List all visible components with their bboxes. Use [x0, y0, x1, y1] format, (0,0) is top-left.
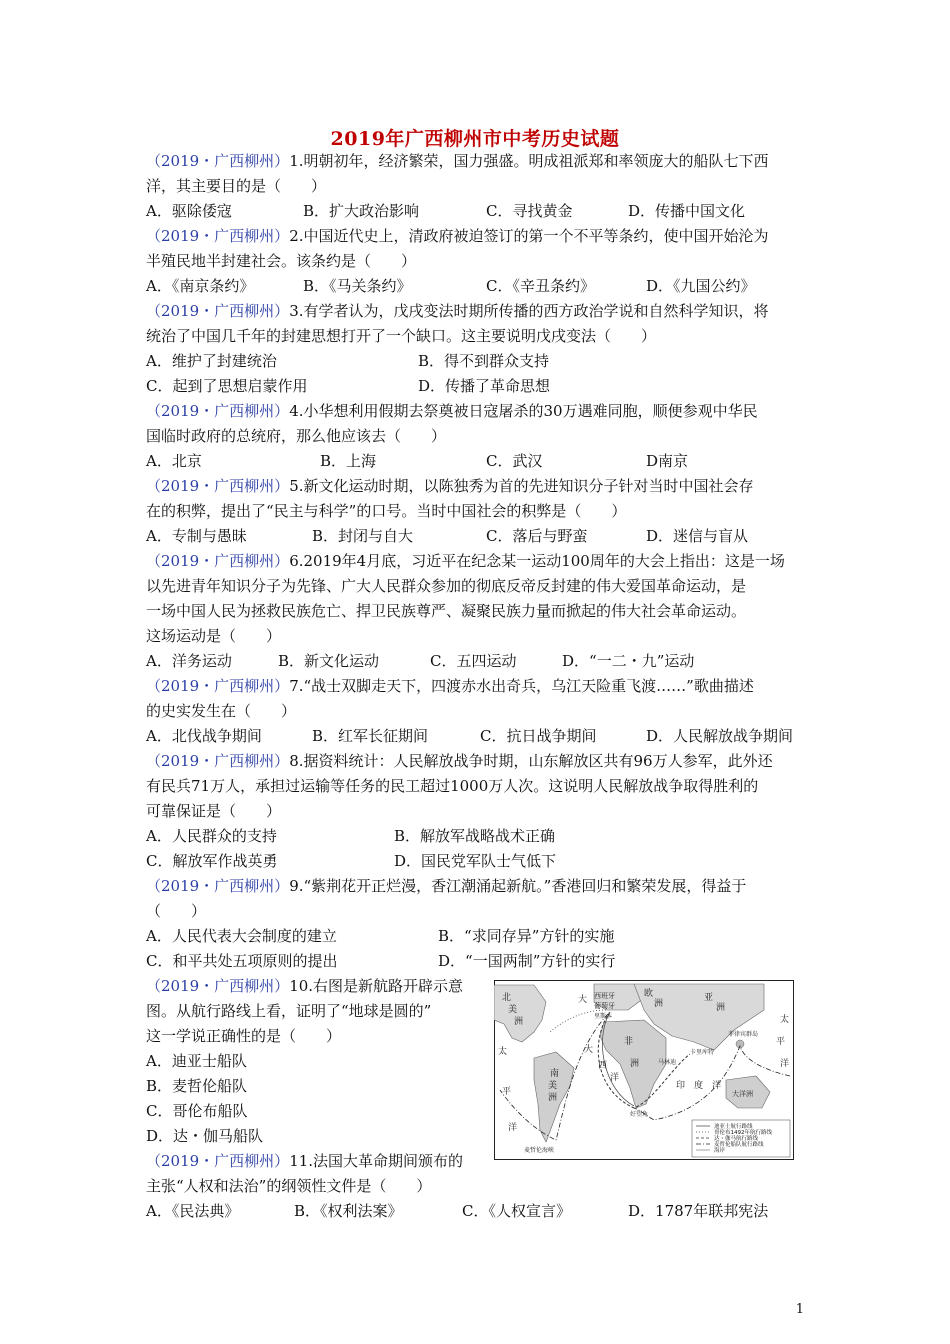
question-4-line-1: （2019・广西柳州）4.小华想利用假期去祭奠被日寇屠杀的30万遇难同胞，顺便参观中华民	[146, 402, 758, 420]
question-5-line-1: （2019・广西柳州）5.新文化运动时期，以陈独秀为首的先进知识分子针对当时中国社会存	[146, 477, 754, 495]
map-label: 麦哲伦海峡	[524, 1147, 555, 1154]
q9-option-d[interactable]: D．“一国两制”方针的实行	[438, 952, 616, 970]
map-label: 洲	[630, 1059, 640, 1069]
map-label: 太	[498, 1047, 508, 1057]
question-6-line-4: 这场运动是（ ）	[146, 627, 282, 645]
map-label: 平	[502, 1087, 512, 1097]
source-tag: （2019・广西柳州）	[146, 152, 290, 170]
map-label: 平	[776, 1037, 786, 1047]
question-3-line-1: （2019・广西柳州）3.有学者认为，戊戌变法时期所传播的西方政治学说和自然科学知识，将	[146, 302, 769, 320]
question-3-line-2: 统治了中国几千年的封建思想打开了一个缺口。这主要说明戊戌变法（ ）	[146, 327, 657, 345]
question-11-line-2: 主张“人权和法治”的纲领性文件是（ ）	[146, 1177, 432, 1195]
map-label: 洋	[780, 1059, 790, 1069]
map-label: 大	[584, 1045, 594, 1055]
question-2-line-2: 半殖民地半封建社会。该条约是（ ）	[146, 252, 417, 270]
legend-item: 海岸	[714, 1148, 726, 1154]
new-sea-route-map	[494, 980, 794, 1160]
map-label: 美	[508, 1005, 518, 1015]
map-label: 洲	[548, 1093, 558, 1103]
question-6-line-2: 以先进青年知识分子为先锋、广大人民群众参加的彻底反帝反封建的伟大爱国革命运动，是	[146, 577, 747, 595]
q10-option-d[interactable]: D．达・伽马船队	[146, 1127, 264, 1145]
q1-option-b[interactable]: B．扩大政治影响	[303, 202, 420, 220]
question-8-line-1: （2019・广西柳州）8.据资料统计：人民解放战争时期，山东解放区共有96万人参军，此外还	[146, 752, 773, 770]
map-label: 非	[624, 1037, 634, 1047]
question-8-line-2: 有民兵71万人，承担过运输等任务的民工超过1000万人次。这说明人民解放战争取得胜利的	[146, 777, 759, 795]
q9-option-b[interactable]: B．“求同存异”方针的实施	[438, 927, 615, 945]
map-label: 北	[502, 993, 512, 1003]
legend-item: 麦哲伦船队航行路线	[714, 1142, 764, 1148]
q4-option-d[interactable]: D南京	[646, 452, 689, 470]
map-label: 洲	[654, 999, 664, 1009]
map-label: 西	[598, 1061, 608, 1071]
question-6-line-1: （2019・广西柳州）6.2019年4月底，习近平在纪念某一运动100周年的大会上指出：这是一场	[146, 552, 785, 570]
question-4-line-2: 国临时政府的总统府，那么他应该去（ ）	[146, 427, 447, 445]
map-label: 里斯本	[594, 1013, 613, 1020]
map-label: 太	[780, 1015, 790, 1025]
map-label: 大	[578, 995, 588, 1005]
q10-option-c[interactable]: C．哥伦布船队	[146, 1102, 248, 1120]
q8-option-b[interactable]: B．解放军战略战术正确	[394, 827, 556, 845]
question-1-line-1: （2019・广西柳州）1.明朝初年，经济繁荣，国力强盛。明成祖派郑和率领庞大的船队七下西	[146, 152, 769, 170]
map-label: 洋	[610, 1073, 620, 1083]
q2-option-c[interactable]: C．《辛丑条约》	[486, 277, 595, 295]
page-title: 2019年广西柳州市中考历史试题	[330, 128, 620, 150]
q2-option-a[interactable]: A．《南京条约》	[146, 277, 255, 295]
map-label: 亚	[704, 993, 714, 1003]
q3-option-c[interactable]: C．起到了思想启蒙作用	[146, 377, 308, 395]
q2-option-d[interactable]: D．《九国公约》	[646, 277, 756, 295]
legend-item: 迪亚士航行路线	[714, 1124, 753, 1130]
map-label: 度	[694, 1081, 704, 1091]
q4-option-b[interactable]: B．上海	[320, 452, 377, 470]
q11-option-a[interactable]: A．《民法典》	[146, 1202, 240, 1220]
map-label: 大洋洲	[732, 1090, 753, 1098]
q9-option-a[interactable]: A．人民代表大会制度的建立	[146, 927, 337, 945]
map-label: 好望角	[630, 1111, 649, 1118]
q4-option-c[interactable]: C．武汉	[486, 452, 543, 470]
q1-option-d[interactable]: D．传播中国文化	[628, 202, 746, 220]
question-5-line-2: 在的积弊，提出了“民主与科学”的口号。当时中国社会的积弊是（ ）	[146, 502, 627, 520]
q7-option-d[interactable]: D．人民解放战争期间	[646, 727, 794, 745]
q5-option-c[interactable]: C．落后与野蛮	[486, 527, 588, 545]
q8-option-a[interactable]: A．人民群众的支持	[146, 827, 277, 845]
q7-option-a[interactable]: A．北伐战争期间	[146, 727, 262, 745]
map-label: 南	[550, 1069, 560, 1079]
q6-option-d[interactable]: D．“一二・九”运动	[562, 652, 695, 670]
q7-option-c[interactable]: C．抗日战争期间	[480, 727, 597, 745]
map-label: 洲	[514, 1017, 524, 1027]
q2-option-b[interactable]: B．《马关条约》	[303, 277, 412, 295]
q10-option-b[interactable]: B．麦哲伦船队	[146, 1077, 248, 1095]
map-label: 卡里库特	[690, 1049, 715, 1056]
question-9-line-1: （2019・广西柳州）9.“紫荆花开正烂漫，香江潮涌起新航。”香港回归和繁荣发展，得益于	[146, 877, 747, 895]
q3-option-a[interactable]: A．维护了封建统治	[146, 352, 277, 370]
question-11-line-1: （2019・广西柳州）11.法国大革命期间颁布的	[146, 1152, 464, 1170]
map-legend	[692, 1120, 790, 1157]
q11-option-b[interactable]: B．《权利法案》	[294, 1202, 403, 1220]
map-label: 美	[548, 1081, 558, 1091]
question-7-line-2: 的史实发生在（ ）	[146, 702, 297, 720]
q6-option-a[interactable]: A．洋务运动	[146, 652, 232, 670]
question-10-line-3: 这一学说正确性的是（ ）	[146, 1027, 342, 1045]
q3-option-d[interactable]: D．传播了革命思想	[418, 377, 551, 395]
map-label: 洲	[716, 1003, 726, 1013]
q6-option-c[interactable]: C．五四运动	[430, 652, 517, 670]
question-7-line-1: （2019・广西柳州）7.“战士双脚走天下，四渡赤水出奇兵，乌江天险重飞渡……”歌曲描述	[146, 677, 754, 695]
q4-option-a[interactable]: A．北京	[146, 452, 202, 470]
q8-option-c[interactable]: C．解放军作战英勇	[146, 852, 278, 870]
question-10-line-1: （2019・广西柳州）10.右图是新航路开辟示意	[146, 977, 464, 995]
map-label: 欧	[644, 989, 654, 999]
q3-option-b[interactable]: B．得不到群众支持	[418, 352, 550, 370]
legend-item: 达・伽马航行路线	[714, 1136, 759, 1142]
question-10-line-2: 图。从航行路线上看，证明了“地球是圆的”	[146, 1002, 432, 1020]
question-2-line-1: （2019・广西柳州）2.中国近代史上，清政府被迫签订的第一个不平等条约，使中国开始沦为	[146, 227, 769, 245]
map-label: 西班牙	[594, 992, 615, 1000]
legend-item: 哥伦布1492年航行路线	[714, 1130, 772, 1136]
question-1-line-2: 洋，其主要目的是（ ）	[146, 177, 327, 195]
q5-option-a[interactable]: A．专制与愚昧	[146, 527, 247, 545]
q9-option-c[interactable]: C．和平共处五项原则的提出	[146, 952, 338, 970]
q7-option-b[interactable]: B．红军长征期间	[312, 727, 429, 745]
question-9-line-2: （ ）	[146, 902, 207, 920]
question-6-line-3: 一场中国人民为拯救民族危亡、捍卫民族尊严、凝聚民族力量而掀起的伟大社会革命运动。	[146, 602, 747, 620]
map-label: 印	[676, 1081, 686, 1091]
map-label: 菲律宾群岛	[728, 1031, 759, 1038]
q5-option-b[interactable]: B．封闭与自大	[312, 527, 414, 545]
question-8-line-3: 可靠保证是（ ）	[146, 802, 282, 820]
map-label: 洋	[508, 1123, 518, 1133]
map-label: 葡萄牙	[594, 1002, 615, 1010]
q1-option-a[interactable]: A．驱除倭寇	[146, 202, 232, 220]
map-svg	[494, 980, 794, 1160]
q5-option-d[interactable]: D．迷信与盲从	[646, 527, 749, 545]
q8-option-d[interactable]: D．国民党军队士气低下	[394, 852, 557, 870]
map-label: 马林迪	[658, 1059, 677, 1066]
q1-option-c[interactable]: C．寻找黄金	[486, 202, 573, 220]
q10-option-a[interactable]: A．迪亚士船队	[146, 1052, 247, 1070]
q6-option-b[interactable]: B．新文化运动	[278, 652, 380, 670]
map-label: 洋	[712, 1081, 722, 1091]
q11-option-c[interactable]: C．《人权宣言》	[462, 1202, 571, 1220]
q11-option-d[interactable]: D．1787年联邦宪法	[628, 1202, 769, 1220]
page-number: 1	[795, 1302, 804, 1317]
